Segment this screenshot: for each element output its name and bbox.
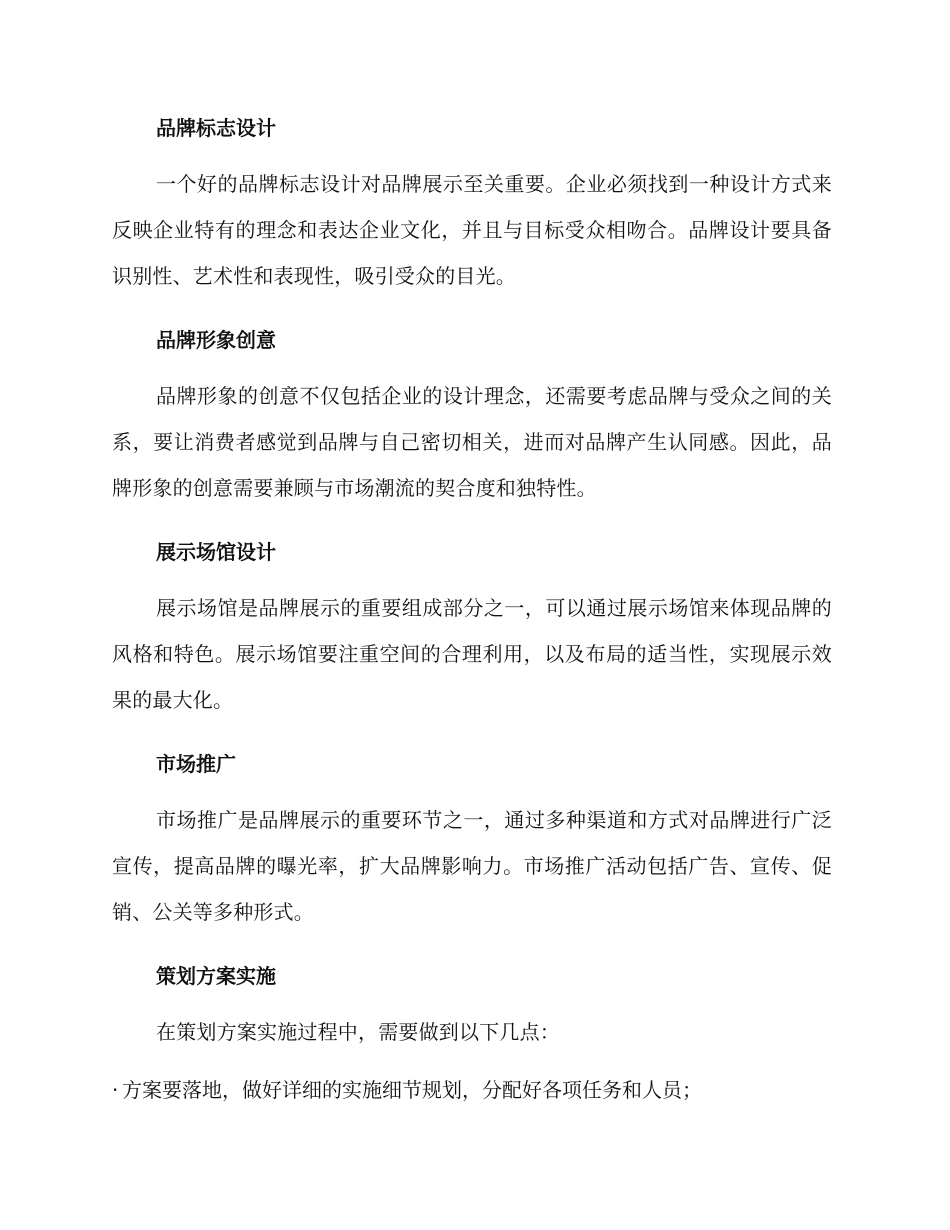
bullet-dot: · <box>112 1078 119 1102</box>
section-body-marketing: 市场推广是品牌展示的重要环节之一，通过多种渠道和方式对品牌进行广泛宣传，提高品牌的曝光率，扩大品牌影响力。市场推广活动包括广告、宣传、促销、公关等多种形式。 <box>112 808 832 924</box>
section-body-venue-design: 展示场馆是品牌展示的重要组成部分之一，可以通过展示场馆来体现品牌的风格和特色。展示场馆要注重空间的合理利用，以及布局的适当性，实现展示效果的最大化。 <box>112 596 832 712</box>
list-item <box>112 1067 832 1113</box>
document-content <box>112 105 832 1113</box>
section-heading-logo-design: 品牌标志设计 <box>156 116 276 140</box>
section-body-logo-design: 一个好的品牌标志设计对品牌展示至关重要。企业必须找到一种设计方式来反映企业特有的理念和表达企业文化，并且与目标受众相吻合。品牌设计要具备识别性、艺术性和表现性，吸引受众的目光。 <box>112 172 832 288</box>
section-body-implementation: 在策划方案实施过程中，需要做到以下几点： <box>156 1020 560 1044</box>
section-heading-brand-image: 品牌形象创意 <box>156 328 276 352</box>
section-heading-implementation: 策划方案实施 <box>156 964 276 988</box>
section-body-brand-image: 品牌形象的创意不仅包括企业的设计理念，还需要考虑品牌与受众之间的关系，要让消费者感觉到品牌与自己密切相关，进而对品牌产生认同感。因此，品牌形象的创意需要兼顾与市场潮流的契合度和独特性。 <box>112 384 832 500</box>
section-heading-marketing: 市场推广 <box>156 752 236 776</box>
list-item-text: 方案要落地，做好详细的实施细节规划，分配好各项任务和人员； <box>122 1078 702 1102</box>
section-heading-venue-design: 展示场馆设计 <box>156 540 276 564</box>
